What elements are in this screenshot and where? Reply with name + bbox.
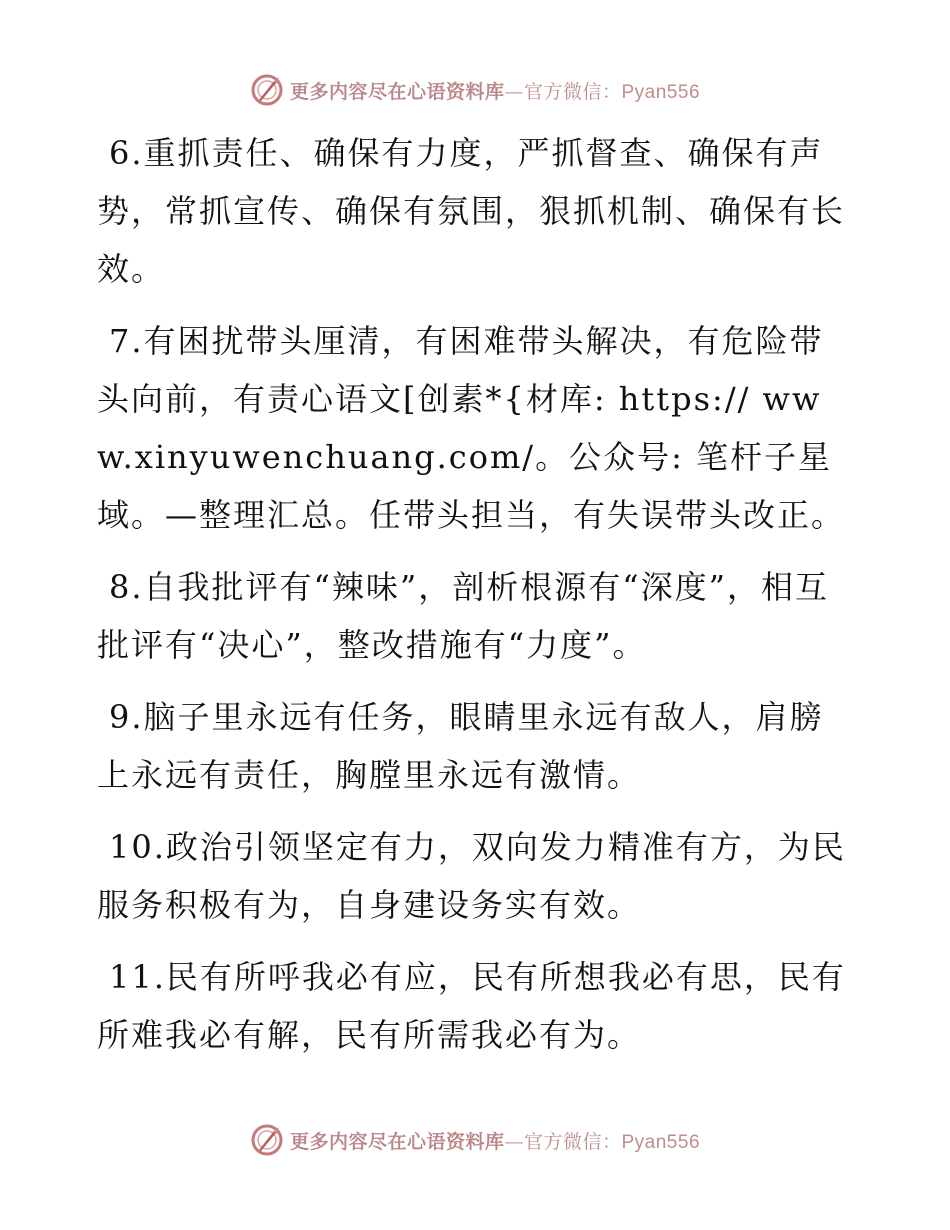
document-body xyxy=(97,124,857,1078)
paragraph-7: 7.有困扰带头厘清，有困难带头解决，有危险带头向前，有责心语文[创素*{材库: https:// www.xinyuwenchuang.com/。公众号: 笔杆子星域。—整理汇总。任带头担当，有失误带头改正。 xyxy=(97,322,846,534)
footer-watermark xyxy=(0,1120,950,1160)
paragraph-10: 10.政治引领坚定有力，双向发力精准有方，为民服务积极有为，自身建设务实有效。 xyxy=(97,828,846,924)
header-watermark xyxy=(0,70,950,110)
paragraph-8: 8.自我批评有“辣味”，剖析根源有“深度”，相互批评有“决心”，整改措施有“力度”。 xyxy=(97,568,829,664)
watermark-contact-label: 官方微信： xyxy=(523,1130,622,1153)
feather-pen-circle-icon xyxy=(250,73,284,107)
watermark-separator: — xyxy=(504,1130,524,1153)
paragraph-11: 11.民有所呼我必有应，民有所想我必有思，民有所难我必有解，民有所需我必有为。 xyxy=(97,958,846,1054)
watermark-site-text: 更多内容尽在心语资料库 xyxy=(289,1130,505,1153)
watermark-separator: — xyxy=(504,80,524,103)
watermark-contact-label: 官方微信： xyxy=(523,80,622,103)
paragraph-9: 9.脑子里永远有任务，眼睛里永远有敌人，肩膀上永远有责任，胸膛里永远有激情。 xyxy=(97,698,824,794)
watermark-contact-handle: Pyan556 xyxy=(621,81,701,103)
paragraph-6: 6.重抓责任、确保有力度，严抓督查、确保有声势，常抓宣传、确保有氛围，狠抓机制、确保有长效。 xyxy=(97,134,846,288)
watermark-site-text: 更多内容尽在心语资料库 xyxy=(289,80,505,103)
feather-pen-circle-icon xyxy=(250,1123,284,1157)
watermark-contact-handle: Pyan556 xyxy=(621,1131,701,1153)
